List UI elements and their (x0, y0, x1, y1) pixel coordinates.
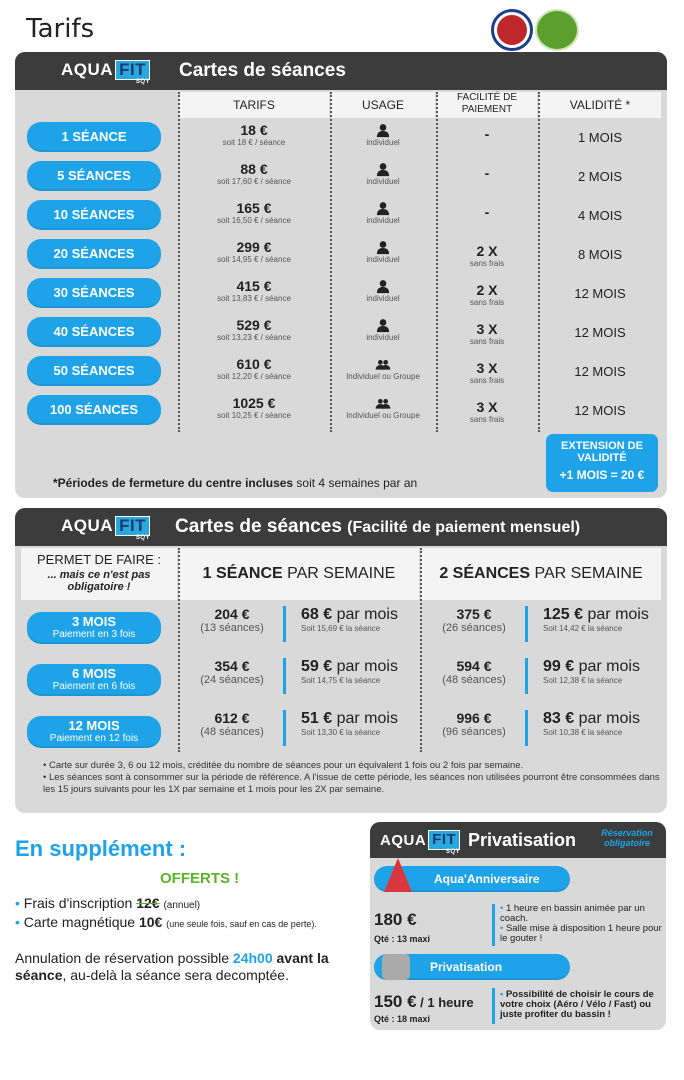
reservation-note: Réservation obligatoire (601, 828, 653, 848)
usage-cell: individuel (331, 202, 435, 225)
col-1x-header: 1 SÉANCE PAR SEMAINE (179, 548, 419, 600)
anniv-bullets: • 1 heure en bassin animée par un coach. • Salle mise à disposition 1 heure pour le gouter ! (500, 903, 662, 944)
usage-cell: individuel (331, 124, 435, 147)
usage-cell: individuel (331, 163, 435, 186)
price-cell: 299 € soit 14,95 € / séance (217, 239, 291, 264)
group-icon (331, 397, 435, 411)
validity-cell: 8 MOIS (577, 247, 623, 262)
extension-title: EXTENSION DE VALIDITÉ (561, 440, 643, 464)
usage-cell: Individuel ou Groupe (331, 397, 435, 420)
single-person-icon (331, 124, 435, 138)
monthly-1x: 51 € par mois Soit 13,30 € la séance (301, 710, 398, 737)
duree-pill[interactable]: 3 MOIS Paiement en 3 fois (27, 612, 161, 644)
usage-cell: individuel (331, 319, 435, 342)
party-hat-icon (384, 858, 412, 892)
monthly-1x: 59 € par mois Soit 14,75 € la séance (301, 658, 398, 685)
aquafit-logo: AQUA FIT SQY (61, 516, 151, 541)
annulation-text: Annulation de réservation possible 24h00 avant la séance, au-delà la séance sera decomptée. (15, 950, 329, 983)
price-cell: 18 € soit 18 € / séance (222, 122, 286, 147)
anniv-price: 180 € (374, 910, 417, 929)
seance-pill[interactable]: 20 SÉANCES (27, 239, 161, 269)
usage-cell: individuel (331, 280, 435, 303)
divider-bar (525, 606, 528, 642)
validity-cell: 12 MOIS (574, 286, 626, 301)
privatisation-pill: Privatisation (374, 954, 570, 980)
single-person-icon (331, 280, 435, 294)
usage-cell: individuel (331, 241, 435, 264)
divider-bar (492, 988, 495, 1024)
seance-pill[interactable]: 1 SÉANCE (27, 122, 161, 152)
price-cell: 88 € soit 17,60 € / séance (217, 161, 291, 186)
lock-icon (382, 954, 410, 980)
frais-inscription: • Frais d'inscription 12€ (annuel) (15, 895, 201, 911)
seance-pill[interactable]: 50 SÉANCES (27, 356, 161, 386)
col-divider (178, 548, 180, 752)
aquafit-logo: AQUA FIT SQY (61, 60, 151, 85)
validity-cell: 1 MOIS (577, 130, 623, 145)
pay-cell: - (484, 126, 490, 142)
single-person-icon (331, 319, 435, 333)
monthly-1x: 68 € par mois Soit 15,69 € la séance (301, 606, 398, 633)
validity-cell: 12 MOIS (574, 364, 626, 379)
price-cell: 610 € soit 12,20 € / séance (217, 356, 291, 381)
seance-pill[interactable]: 100 SÉANCES (27, 395, 161, 425)
total-1x: 204 € (13 séances) (200, 606, 264, 634)
price-cell: 529 € soit 13,23 € / séance (217, 317, 291, 342)
validity-cell: 12 MOIS (574, 325, 626, 340)
monthly-2x: 125 € par mois Soit 14,42 € la séance (543, 606, 649, 633)
header-facilite: FACILITÉ DE PAIEMENT (437, 92, 537, 118)
pay-cell: 3 X sans frais (469, 360, 505, 385)
pay-cell: - (484, 165, 490, 181)
col-divider (420, 548, 422, 752)
permet-header: PERMET DE FAIRE : ... mais ce n'est pas obligatoire ! (21, 548, 177, 600)
group-icon (331, 358, 435, 372)
total-2x: 594 € (48 séances) (442, 658, 506, 686)
ancv-coupon-badge (535, 9, 579, 51)
card-title: Cartes de séances (179, 60, 346, 81)
col-2x-header: 2 SÉANCES PAR SEMAINE (421, 548, 661, 600)
offerts-label: OFFERTS ! (160, 870, 240, 887)
validity-cell: 4 MOIS (577, 208, 623, 223)
pay-cell: 3 X sans frais (469, 399, 505, 424)
header-validite: VALIDITÉ * (539, 92, 661, 118)
pay-cell: 3 X sans frais (469, 321, 505, 346)
card-title: Cartes de séances (Facilité de paiement mensuel) (175, 516, 581, 537)
card-header (370, 822, 666, 858)
card-header (15, 52, 667, 90)
price-cell: 415 € soit 13,83 € / séance (217, 278, 291, 303)
cartes-seances-card (15, 52, 667, 498)
divider-bar (525, 710, 528, 746)
pay-cell: 2 X sans frais (469, 282, 505, 307)
privat-title: Privatisation (468, 830, 577, 850)
divider-bar (283, 606, 286, 642)
monthly-2x: 99 € par mois Soit 12,38 € la séance (543, 658, 640, 685)
single-person-icon (331, 202, 435, 216)
ancv-cheque-badge (491, 9, 533, 51)
priv-bullets: • Possibilité de choisir le cours de votre choix (Aéro / Vélo / Fast) ou juste profiter du bassin ! (500, 989, 654, 1020)
aquafit-logo: AQUA FIT SQY (380, 831, 461, 855)
page-title: Tarifs (26, 14, 95, 44)
privatisation-card (370, 822, 666, 1030)
total-1x: 354 € (24 séances) (200, 658, 264, 686)
priv-qty: Qté : 18 maxi (374, 1014, 431, 1024)
total-2x: 375 € (26 séances) (442, 606, 506, 634)
carte-magnetique: • Carte magnétique 10€ (une seule fois, sauf en cas de perte). (15, 914, 317, 930)
total-1x: 612 € (48 séances) (200, 710, 264, 738)
divider-bar (283, 710, 286, 746)
priv-price: 150 € / 1 heure (374, 992, 474, 1011)
header-tarifs: TARIFS (179, 92, 329, 118)
duree-pill[interactable]: 6 MOIS Paiement en 6 fois (27, 664, 161, 696)
validity-cell: 12 MOIS (574, 403, 626, 418)
notes: • Carte sur durée 3, 6 ou 12 mois, créditée du nombre de séances pour un équivalent 1 fois ou 2 fois par semaine. • Les séances sont à consommer sur la période de référence. A l'issue de cette période, les séances non utilisées pourront être consommées dans les 15 jours suivants pour les 1X par semaine et 1 mois pour les 2X par semaine. (43, 760, 660, 795)
extension-value: +1 MOIS = 20 € (559, 468, 645, 482)
pay-cell: 2 X sans frais (469, 243, 505, 268)
divider-bar (283, 658, 286, 694)
duree-pill[interactable]: 12 MOIS Paiement en 12 fois (27, 716, 161, 748)
validity-cell: 2 MOIS (577, 169, 623, 184)
anniversaire-pill: Aqua'Anniversaire (374, 866, 570, 892)
price-cell: 1025 € soit 10,25 € / séance (217, 395, 291, 420)
total-2x: 996 € (96 séances) (442, 710, 506, 738)
facilite-paiement-card (15, 508, 667, 813)
single-person-icon (331, 241, 435, 255)
price-cell: 165 € soit 16,50 € / séance (217, 200, 291, 225)
footnote: *Périodes de fermeture du centre incluses soit 4 semaines par an (53, 476, 418, 490)
seance-pill[interactable]: 40 SÉANCES (27, 317, 161, 347)
header-usage: USAGE (331, 92, 435, 118)
pay-cell: - (484, 204, 490, 220)
seance-pill[interactable]: 5 SÉANCES (27, 161, 161, 191)
usage-cell: Individuel ou Groupe (331, 358, 435, 381)
single-person-icon (331, 163, 435, 177)
seance-pill[interactable]: 30 SÉANCES (27, 278, 161, 308)
divider-bar (525, 658, 528, 694)
divider-bar (492, 904, 495, 946)
supplement-title: En supplément : (15, 836, 187, 861)
extension-box (546, 434, 658, 492)
seance-pill[interactable]: 10 SÉANCES (27, 200, 161, 230)
anniv-qty: Qté : 13 maxi (374, 934, 431, 944)
card-header (15, 508, 667, 546)
monthly-2x: 83 € par mois Soit 10,38 € la séance (543, 710, 640, 737)
